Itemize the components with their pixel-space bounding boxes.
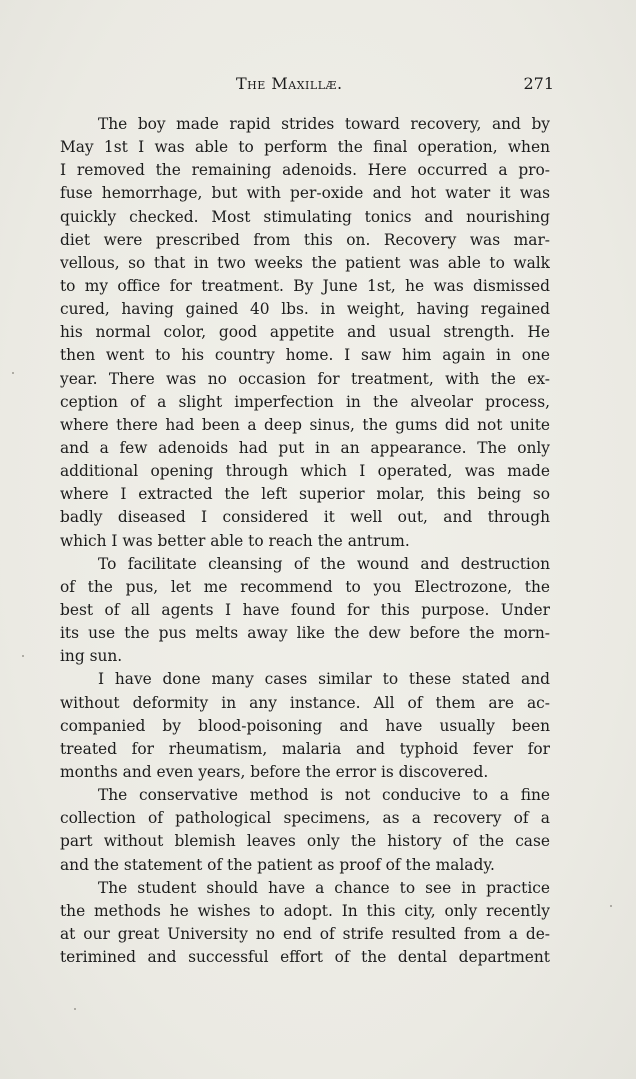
text-line: vellous, so that in two weeks the patient was able to walk bbox=[60, 253, 550, 272]
text-line: To facilitate cleansing of the wound and destruction bbox=[98, 554, 550, 573]
text-line: where there had been a deep sinus, the gums did not unite bbox=[60, 415, 550, 434]
text-line: The boy made rapid strides toward recovery, and by bbox=[98, 115, 550, 133]
text-line: where I extracted the left superior molar, this being so bbox=[60, 485, 550, 504]
text-line: without deformity in any instance. All of them are ac- bbox=[60, 693, 550, 712]
running-head bbox=[60, 74, 554, 98]
text-line: to my office for treatment. By June 1st, he was dismissed bbox=[60, 276, 550, 295]
text-line: and a few adenoids had put in an appearance. The only bbox=[60, 438, 550, 457]
text-line: months and even years, before the error is discovered. bbox=[60, 762, 489, 781]
text-line: terimined and successful effort of the dental department bbox=[60, 948, 550, 967]
body-text bbox=[60, 113, 550, 969]
text-line: and the statement of the patient as proof of the malady. bbox=[60, 855, 495, 874]
text-line: of the pus, let me recommend to you Electrozone, the bbox=[60, 577, 550, 596]
text-line: diet were prescribed from this on. Recovery was mar- bbox=[60, 230, 550, 249]
text-line: treated for rheumatism, malaria and typhoid fever for bbox=[60, 739, 550, 758]
text-line: The student should have a chance to see in practice bbox=[98, 878, 550, 897]
text-line: additional opening through which I operated, was made bbox=[60, 462, 550, 481]
text-line: May 1st I was able to perform the final operation, when bbox=[60, 138, 550, 157]
text-line: companied by blood-poisoning and have usually been bbox=[60, 716, 550, 735]
page-number: 271 bbox=[523, 74, 554, 93]
text-line: fuse hemorrhage, but with per-oxide and hot water it was bbox=[60, 184, 550, 203]
text-line: year. There was no occasion for treatment, with the ex- bbox=[60, 369, 550, 388]
paper-speck bbox=[610, 905, 612, 907]
text-line: I have done many cases similar to these stated and bbox=[98, 670, 550, 689]
text-line: the methods he wishes to adopt. In this city, only recently bbox=[60, 901, 550, 920]
text-line: then went to his country home. I saw him again in one bbox=[60, 346, 550, 365]
text-line: best of all agents I have found for this purpose. Under bbox=[60, 600, 550, 619]
text-line: badly diseased I considered it well out, and through bbox=[60, 508, 550, 527]
text-line: collection of pathological specimens, as a recovery of a bbox=[60, 809, 550, 828]
paper-speck bbox=[22, 655, 24, 657]
text-line: ception of a slight imperfection in the alveolar process, bbox=[60, 392, 550, 411]
text-line: which I was better able to reach the antrum. bbox=[60, 531, 410, 550]
text-line: at our great University no end of strife resulted from a de- bbox=[60, 924, 550, 943]
text-line: The conservative method is not conducive to a fine bbox=[98, 786, 550, 805]
text-line: quickly checked. Most stimulating tonics and nourishing bbox=[60, 207, 550, 226]
text-line: its use the pus melts away like the dew before the morn- bbox=[60, 624, 550, 643]
text-line: his normal color, good appetite and usual strength. He bbox=[60, 323, 550, 342]
running-title: The Maxillæ. bbox=[236, 74, 343, 93]
text-line: ing sun. bbox=[60, 647, 123, 666]
text-line: cured, having gained 40 lbs. in weight, having regained bbox=[60, 300, 550, 319]
paper-speck bbox=[74, 1008, 76, 1010]
paper-speck bbox=[12, 372, 14, 374]
text-line: I removed the remaining adenoids. Here occurred a pro- bbox=[60, 161, 550, 180]
text-line: part without blemish leaves only the history of the case bbox=[60, 832, 550, 851]
